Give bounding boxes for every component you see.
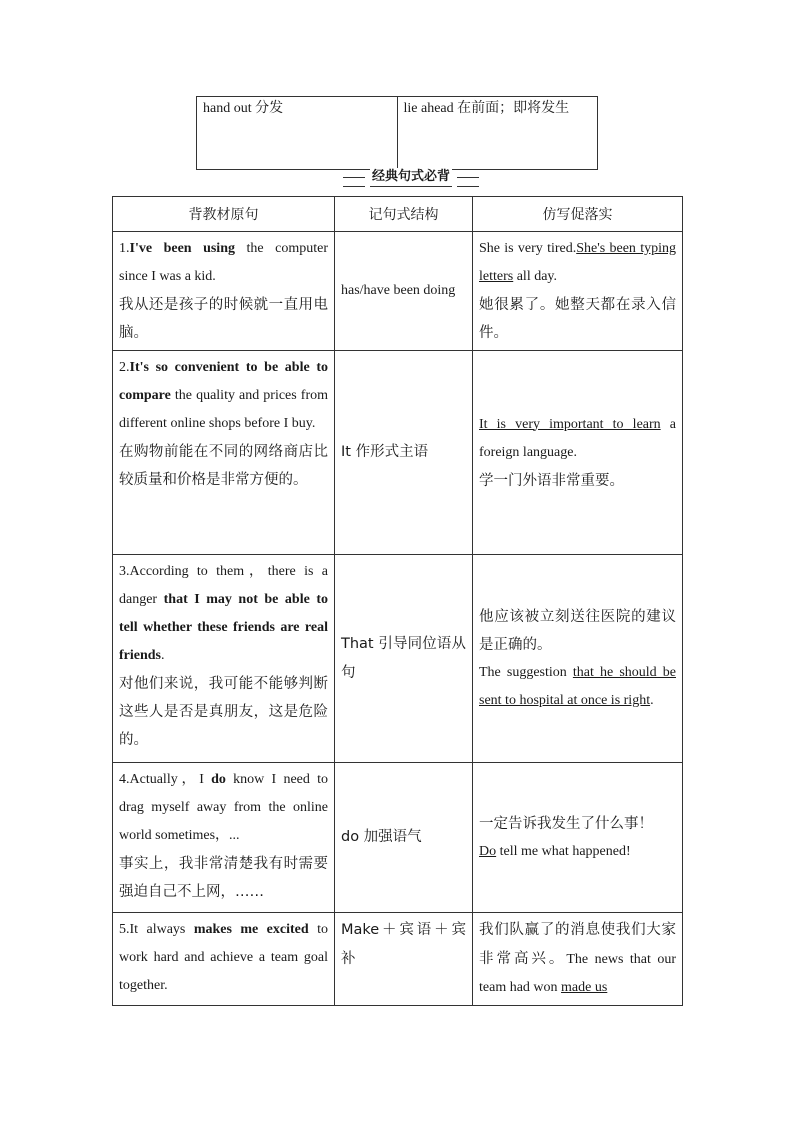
sentence-pattern-table [112, 196, 683, 1006]
answer-underlined: that he should be sent to hospital at once is right [479, 664, 676, 708]
sentence-text: 5.It always [119, 922, 194, 937]
structure-text: That 引导同位语从句 [341, 635, 466, 681]
imitation-text: all day. [513, 269, 558, 284]
table-header-row [113, 197, 683, 232]
sentence-text: 4.Actually，I [119, 772, 212, 787]
sentence-text: 3.According to them，there is a danger [119, 564, 328, 607]
structure-cell [335, 555, 473, 763]
phrase-cell: lie ahead 在前面；即将发生 [397, 97, 598, 170]
original-sentence-cell [113, 763, 335, 913]
structure-cell: has/have been doing [335, 232, 473, 351]
chinese-prompt: 一定告诉我发生了什么事！ [479, 815, 653, 832]
table-row [113, 555, 683, 763]
imitation-cell [473, 913, 683, 1006]
original-sentence-cell [113, 351, 335, 555]
sentence-text: the computer since I was a kid. [119, 241, 328, 284]
key-phrase: that I may not be able to tell whether these friends are real friends [119, 592, 328, 663]
table-row [113, 351, 683, 555]
section-title: 经典句式必背 [370, 168, 452, 187]
table-row [113, 232, 683, 351]
original-sentence-cell [113, 555, 335, 763]
imitation-text: She is very tired. [479, 241, 577, 256]
answer-underlined: It is very important to learn [479, 416, 661, 432]
imitation-cell [473, 555, 683, 763]
structure-text: do 加强语气 [341, 829, 422, 845]
table-row [197, 97, 598, 170]
banner-right-decoration [457, 177, 479, 187]
answer-underlined: Do [479, 843, 497, 859]
key-phrase: makes me excited [193, 922, 309, 937]
answer-underlined: She's been typing letters [479, 241, 676, 284]
key-phrase: It's so convenient to be able to compare [119, 360, 328, 403]
sentence-number: 2. [119, 360, 130, 375]
column-header: 仿写促落实 [473, 197, 683, 232]
chinese-translation: 对他们来说，我可能不能够判断这些人是否是真朋友，这是危险的。 [119, 676, 328, 748]
sentence-text: . [161, 648, 165, 663]
chinese-translation: 在购物前能在不同的网络商店比较质量和价格是非常方便的。 [119, 444, 328, 488]
key-phrase: do [211, 772, 226, 787]
chinese-translation: 学一门外语非常重要。 [479, 472, 624, 489]
phrase-table [196, 96, 598, 170]
key-phrase: I've been using [129, 241, 235, 256]
imitation-cell [473, 763, 683, 913]
structure-cell [335, 351, 473, 555]
column-header: 背教材原句 [113, 197, 335, 232]
structure-cell [335, 913, 473, 1006]
structure-text: Make＋宾语＋宾补 [341, 922, 466, 967]
chinese-translation: 她很累了。她整天都在录入信件。 [479, 297, 676, 341]
imitation-cell [473, 232, 683, 351]
sentence-text: the quality and prices from different online shops before I buy. [119, 388, 328, 431]
column-header: 记句式结构 [335, 197, 473, 232]
chinese-prompt: 我们队赢了的消息使我们大家非常高兴。 [479, 922, 676, 967]
structure-text: It 作形式主语 [341, 444, 429, 460]
sentence-text: to work hard and achieve a team goal together. [119, 922, 329, 993]
chinese-translation: 我从还是孩子的时候就一直用电脑。 [119, 297, 328, 341]
imitation-text: . [650, 692, 654, 708]
phrase-cell: hand out 分发 [197, 97, 398, 170]
structure-cell [335, 763, 473, 913]
original-sentence-cell [113, 913, 335, 1006]
imitation-text: tell me what happened! [496, 843, 631, 859]
table-row [113, 763, 683, 913]
answer-underlined: made us [561, 980, 608, 995]
sentence-number: 1. [119, 241, 130, 256]
section-banner [343, 166, 479, 188]
imitation-text: The news that our team had won [479, 952, 676, 995]
sentence-text: know I need to drag myself away from the online world sometimes，... [119, 772, 329, 843]
imitation-text: The suggestion [479, 664, 573, 680]
imitation-text: a foreign language. [479, 416, 676, 460]
banner-left-decoration [343, 177, 365, 187]
original-sentence-cell [113, 232, 335, 351]
chinese-translation: 事实上，我非常清楚我有时需要强迫自己不上网，…… [119, 856, 328, 900]
table-row [113, 913, 683, 1006]
chinese-prompt: 他应该被立刻送往医院的建议是正确的。 [479, 608, 676, 653]
imitation-cell [473, 351, 683, 555]
